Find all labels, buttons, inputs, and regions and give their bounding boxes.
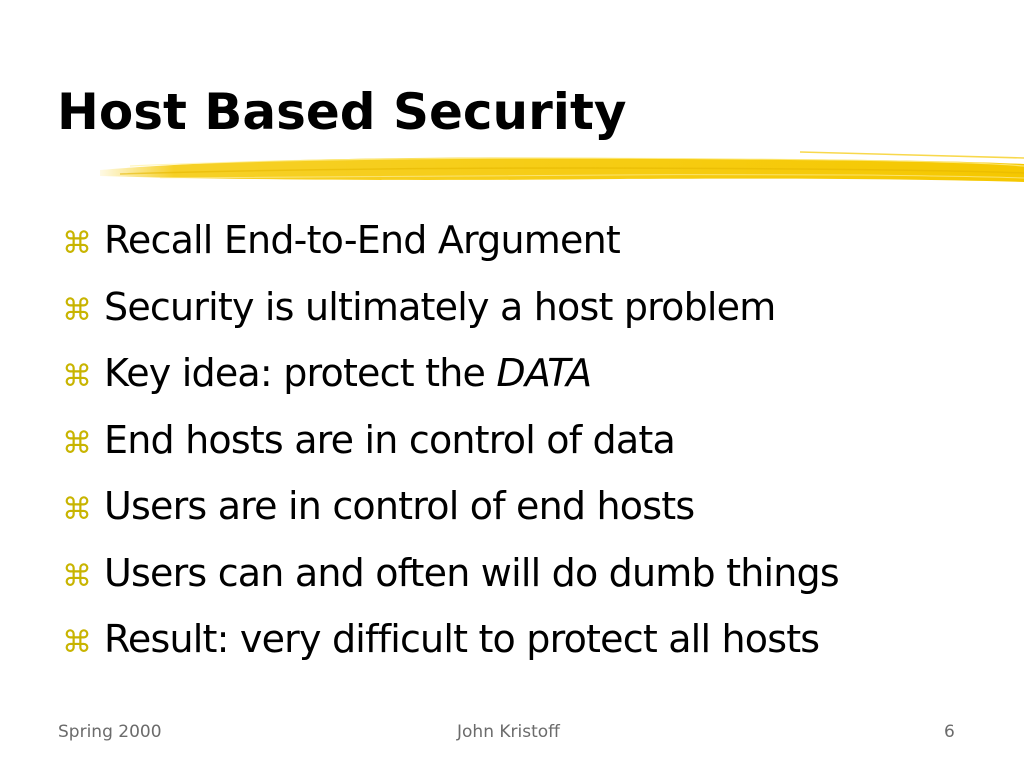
- command-key-icon: ⌘: [62, 292, 92, 328]
- bullet-text: Security is ultimately a host problem: [104, 284, 776, 329]
- bullet-item: [62, 351, 839, 418]
- bullet-text: Recall End-to-End Argument: [104, 218, 620, 262]
- bullet-list: [62, 218, 839, 684]
- slide-title: Host Based Security: [57, 83, 627, 141]
- emphasized-word: DATA: [496, 351, 592, 395]
- bullet-text: Users can and often will do dumb things: [104, 550, 839, 595]
- command-key-icon: ⌘: [62, 425, 92, 461]
- footer-date: Spring 2000: [58, 722, 162, 742]
- bullet-item: [62, 484, 839, 551]
- title-underline-brushstroke: [100, 148, 1024, 190]
- bullet-text: End hosts are in control of data: [104, 417, 675, 462]
- command-key-icon: ⌘: [62, 625, 92, 660]
- command-key-icon: ⌘: [62, 558, 92, 594]
- footer-author: John Kristoff: [457, 722, 560, 742]
- slide-number: 6: [944, 722, 955, 742]
- bullet-item: [62, 551, 839, 618]
- bullet-text: Key idea: protect the DATA: [104, 351, 592, 395]
- bullet-item: [62, 418, 839, 485]
- bullet-text: Result: very difficult to protect all hosts: [104, 617, 820, 661]
- command-key-icon: ⌘: [62, 226, 92, 261]
- bullet-item: [62, 218, 839, 285]
- bullet-text: Users are in control of end hosts: [104, 484, 695, 528]
- bullet-item: [62, 285, 839, 352]
- bullet-item: [62, 617, 839, 684]
- command-key-icon: ⌘: [62, 359, 92, 394]
- command-key-icon: ⌘: [62, 492, 92, 527]
